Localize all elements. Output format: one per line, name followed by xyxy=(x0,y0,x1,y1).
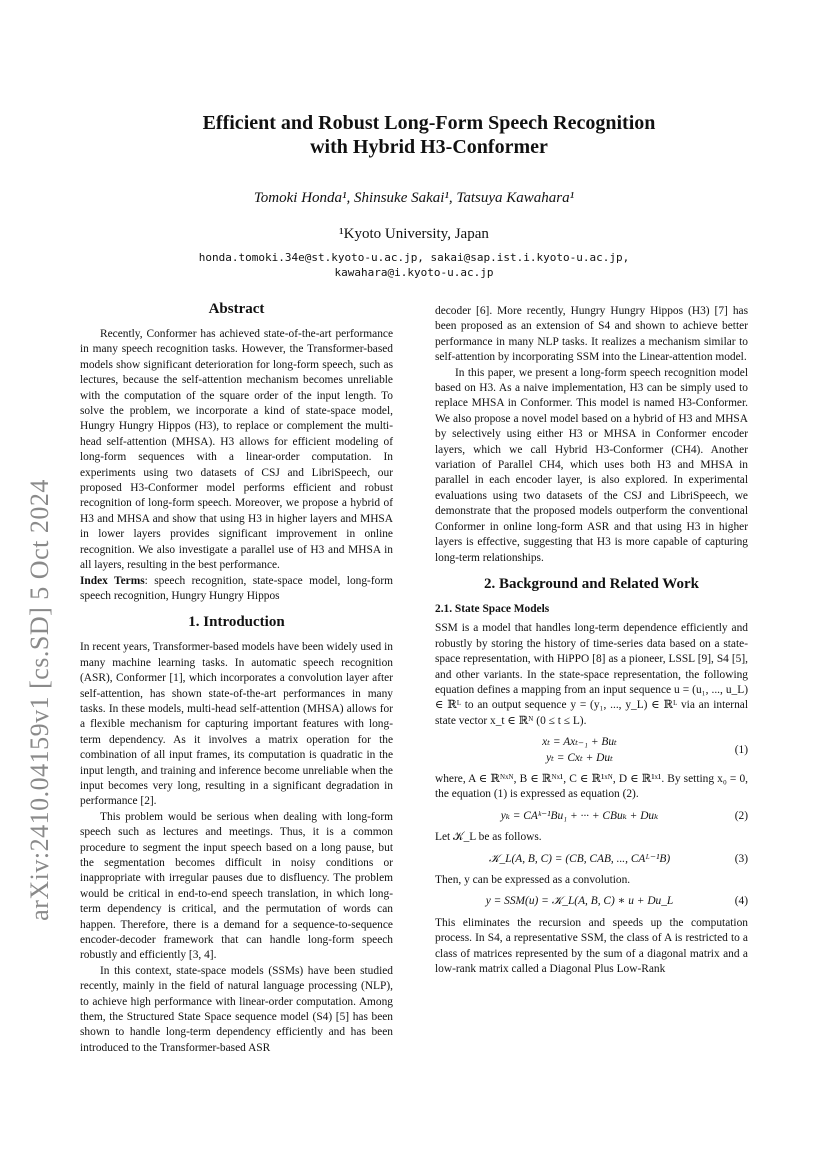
equation-1 xyxy=(435,735,748,766)
section-2-heading: 2. Background and Related Work xyxy=(484,575,699,592)
equation-4 xyxy=(435,894,748,909)
index-terms-text: : speech recognition, state-space model, long-form speech recognition, Hungry Hungry Hippos xyxy=(80,574,393,602)
left-column xyxy=(80,299,393,1056)
convolution-intro: Then, y can be expressed as a convolution. xyxy=(435,874,631,886)
author-list: Tomoki Honda¹, Shinsuke Sakai¹, Tatsuya Kawahara¹ xyxy=(253,190,575,206)
abstract-text: Recently, Conformer has achieved state-of-the-art performance in many speech recognition tasks. However, the Transformer-based models show significant deterioration for long-form speech, such as lectures, because the self-attention mechanism becomes unreliable with the computation of the square order of the input length. To solve the problem, we incorporate a kind of state-space model, Hungry Hungry Hippos (H3), to replace or complement the multi-head self-attention (MHSA). H3 allows for efficient modeling of long-form sequences with a linear-order computation. In experiments using two datasets of CSJ and LibriSpeech, our proposed H3-Conformer model performs efficient and robust recognition of long-form speech. Moreover, we propose a hybrid of H3 and MHSA and show that using H3 in higher layers and MHSA in lower layers provides significant improvement in online recognition. We also investigate a parallel use of H3 and MHSA in all layers, resulting in the best performance. xyxy=(80,328,393,572)
equation-1-line-b: yₜ = Cxₜ + Duₜ xyxy=(546,751,613,764)
equation-4-number: (4) xyxy=(734,895,748,908)
equation-4-body: y = SSM(u) = 𝒦_L(A, B, C) ∗ u + Du_L xyxy=(485,895,674,908)
equation-3 xyxy=(435,852,748,867)
section-1-heading: 1. Introduction xyxy=(188,614,285,631)
equation-3-body: 𝒦_L(A, B, C) = (CB, CAB, ..., CAᴸ⁻¹B) xyxy=(488,852,671,865)
affiliation: ¹Kyoto University, Japan xyxy=(339,226,489,242)
s4-paragraph: This eliminates the recursion and speeds up the computation process. In S4, a representative SSM, the class of A is restricted to a class of matrices represented by the sum of a diagonal matrix and a low-rank matrix called a Diagonal Plus Low-Rank xyxy=(435,916,748,976)
intro-paragraph-2: This problem would be serious when dealing with long-form speech such as lectures and meetings. Thus, it is a common procedure to segment the input speech based on a long pause, but the segmentation becomes difficult in noisy conditions or inappropriate with irregular pauses due to disfluency. The problem would be critical in end-to-end speech translation, in which long-term dependency is critical, and the permutation of words can happen. Therefore, there is a demand for a sequence-to-sequence encoder-decoder framework that can handle long-form speech robustly and efficiently [3, 4]. xyxy=(80,810,393,962)
intro-paragraph-4: decoder [6]. More recently, Hungry Hungry Hippos (H3) [7] has been proposed as an extension of S4 and shown to achieve better performance in many NLP tasks. It realizes a mechanism similar to self-attention by incorporating SSM into the Linear-attention model. xyxy=(435,305,748,364)
emails-line-1[interactable]: honda.tomoki.34e@st.kyoto-u.ac.jp, sakai@sap.ist.i.kyoto-u.ac.jp, xyxy=(198,251,630,264)
emails-line-2[interactable]: kawahara@i.kyoto-u.ac.jp xyxy=(334,266,494,279)
equation-3-number: (3) xyxy=(734,852,748,865)
intro-paragraph-1: In recent years, Transformer-based models have been widely used in many machine learning tasks. In automatic speech recognition (ASR), Conformer [1], which incorporates a convolution layer after self-attention, has shown state-of-the-art performances in many tasks. In these models, multi-head self-attention (MHSA) allows for a flexible mechanism for capturing important features with long-term dependency. As it involves a matrix operation for the combination of all input frames, its computation is quadratic in the input length, and training and inference become unreliable when the input becomes very long, resulting in a significant degradation in performance [2]. xyxy=(80,641,393,808)
equation-2 xyxy=(435,809,748,824)
equation-1-line-a: xₜ = Axₜ₋₁ + Buₜ xyxy=(542,736,617,749)
intro-paragraph-3: In this context, state-space models (SSMs) have been studied recently, mainly in the field of natural language processing (NLP), to achieve high performance with linear-order computation. Among them, the Structured State Space sequence model (S4) [5] has been shown to handle long-term dependency efficiently and has been introduced to the Transformer-based ASR xyxy=(80,964,393,1054)
ssm-paragraph: SSM is a model that handles long-term dependence efficiently and robustly by storing the history of time-series data based on a state-space representation, with HiPPO [8] as a pioneer, LSSL [9], S4 [5], and other variants. In the state-space representation, the following equation defines a mapping from an input sequence u = (u₁, ..., u_L) ∈ ℝᴸ to an output sequence y = (y₁, ..., y_L) ∈ ℝᴸ via an internal state vector x_t ∈ ℝᴺ (0 ≤ t ≤ L). xyxy=(435,622,748,727)
title-line-2: with Hybrid H3-Conformer xyxy=(310,136,548,158)
kernel-intro: Let 𝒦_L be as follows. xyxy=(435,831,542,844)
matrix-dimensions-paragraph: where, A ∈ ℝᴺˣᴺ, B ∈ ℝᴺˣ¹, C ∈ ℝ¹ˣᴺ, D ∈ ℝ¹ˣ¹. By setting x₀ = 0, the equation (1) is expressed as equation (2). xyxy=(435,772,748,801)
abstract-heading: Abstract xyxy=(208,301,265,317)
equation-2-body: yₖ = CAᵏ⁻¹Bu₁ + ··· + CBuₖ + Duₖ xyxy=(500,809,659,822)
title-line-1: Efficient and Robust Long-Form Speech Recognition xyxy=(202,112,656,134)
paper-title xyxy=(114,111,744,159)
subsection-2-1-heading: 2.1. State Space Models xyxy=(435,602,550,615)
index-terms-label: Index Terms xyxy=(80,574,145,587)
equation-1-number: (1) xyxy=(734,743,748,756)
author-emails[interactable] xyxy=(114,250,714,280)
intro-paragraph-5: In this paper, we present a long-form speech recognition model based on H3. As a naive implementation, H3 can be simply used to replace MHSA in Conformer. This model is named H3-Conformer. We also propose a novel model based on a hybrid of H3 and MHSA by selectively using either H3 or MHSA in Conformer encoder layers, which we call Hybrid H3-Conformer (CH4). Another variation of Parallel CH4, which uses both H3 and MHSA in parallel in each encoder layer, is also explored. In experimental evaluations using two datasets of the CSJ and LibriSpeech, we demonstrate that the proposed models outperform the conventional Conformer in online long-form ASR and that using H3 in higher layers is effective, suggesting that H3 is more capable of capturing long-term relationships. xyxy=(435,366,748,564)
equation-2-number: (2) xyxy=(734,809,748,822)
right-column xyxy=(435,304,748,977)
arxiv-identifier: arXiv:2410.04159v1 [cs.SD] 5 Oct 2024 xyxy=(25,479,54,921)
index-terms xyxy=(80,574,393,605)
